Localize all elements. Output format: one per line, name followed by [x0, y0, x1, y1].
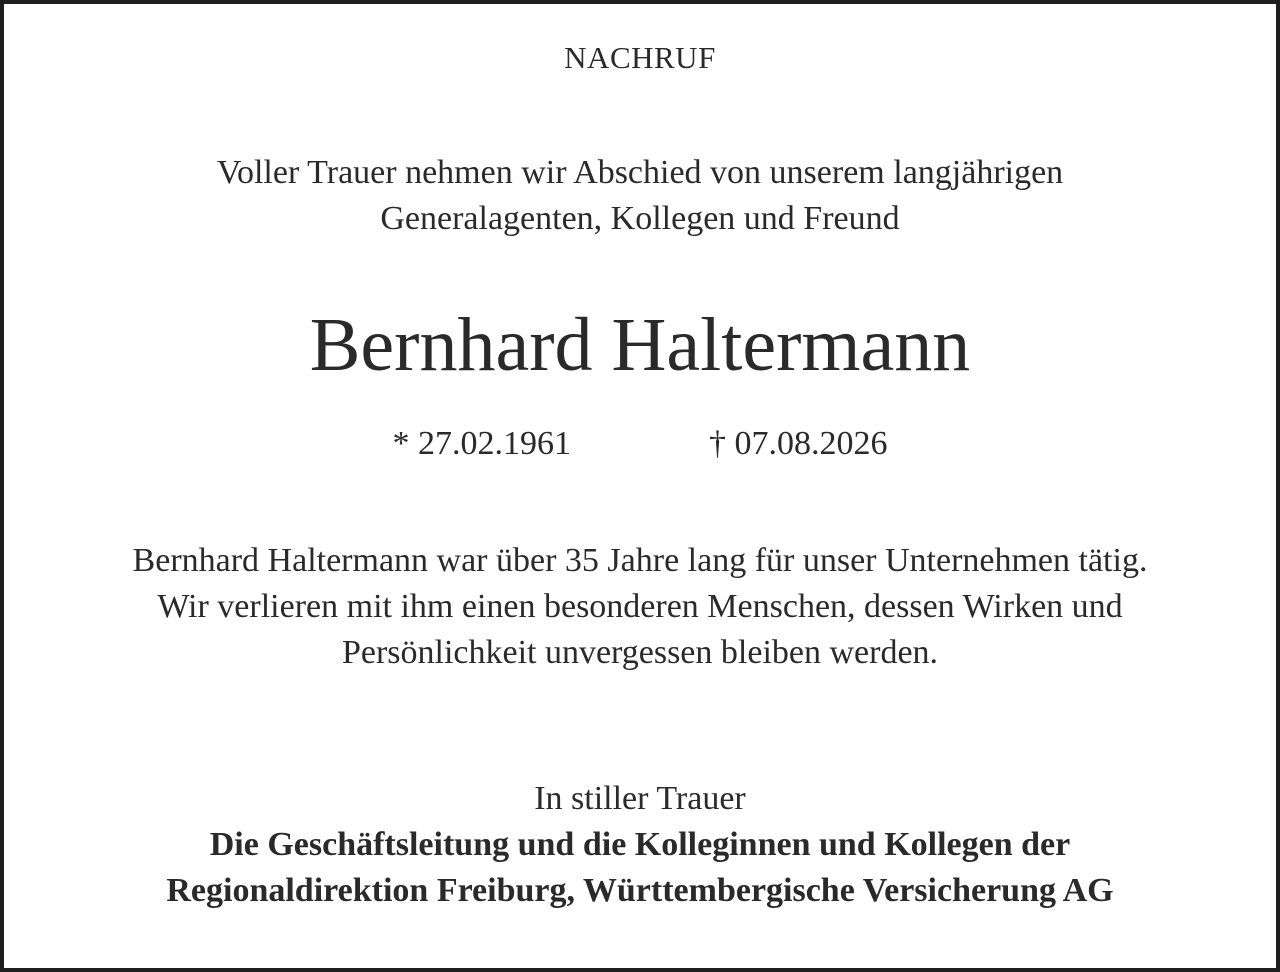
signature-line: Die Geschäftsleitung und die Kolleginnen und Kollegen der — [209, 826, 1071, 863]
signature-block — [4, 776, 1276, 914]
death-date: † 07.08.2026 — [709, 425, 888, 462]
signature-intro: In stiller Trauer — [534, 780, 746, 817]
tribute-text — [4, 538, 1276, 676]
tribute-line: Persönlichkeit unvergessen bleiben werden. — [341, 634, 939, 671]
tribute-line: Wir verlieren mit ihm einen besonderen Menschen, dessen Wirken und — [157, 588, 1123, 625]
notice-heading: NACHRUF — [564, 40, 716, 75]
tribute-line: Bernhard Haltermann war über 35 Jahre lang für unser Unternehmen tätig. — [132, 542, 1148, 579]
birth-date: * 27.02.1961 — [392, 425, 571, 462]
signature-line: Regionaldirektion Freiburg, Württembergische Versicherung AG — [166, 872, 1114, 909]
intro-text — [4, 150, 1276, 242]
life-dates — [4, 422, 1276, 466]
intro-line: Voller Trauer nehmen wir Abschied von unserem langjährigen — [216, 154, 1064, 191]
intro-line: Generalagenten, Kollegen und Freund — [380, 200, 900, 237]
deceased-name: Bernhard Haltermann — [309, 303, 971, 387]
